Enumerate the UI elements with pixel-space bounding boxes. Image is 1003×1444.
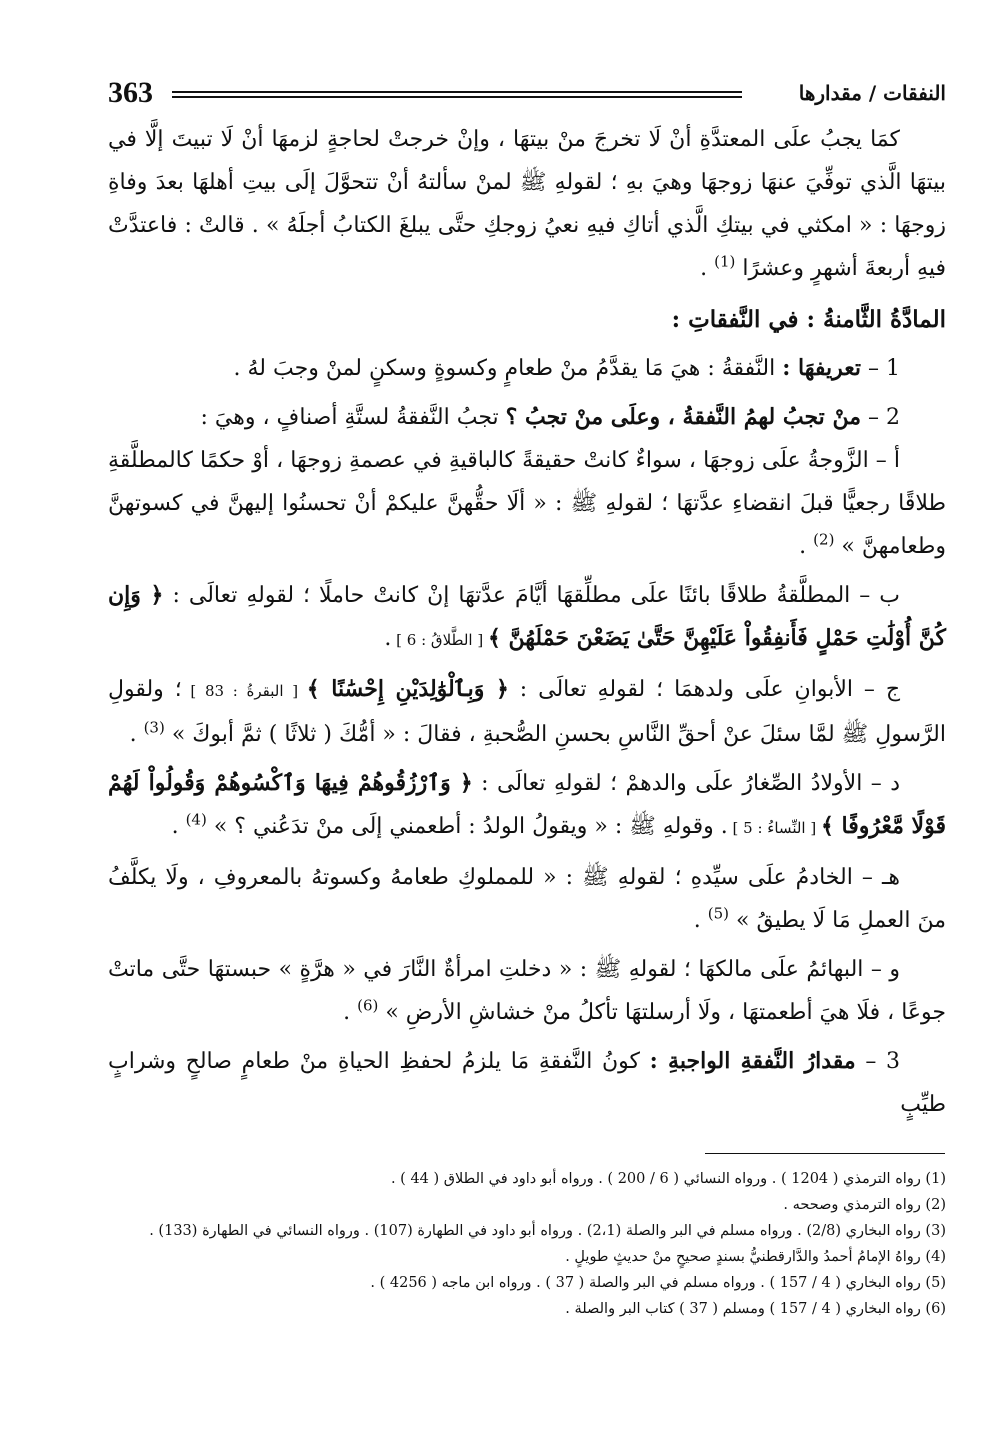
verse-ref-b: [ الطَّلاقُ : 6 ]	[391, 631, 488, 649]
footnote-separator	[705, 1153, 945, 1154]
footnote-marker-4: (4)	[185, 810, 207, 829]
footnote-marker-2: (2)	[813, 530, 835, 549]
main-text	[108, 118, 946, 1126]
footnote-marker-1: (1)	[714, 252, 736, 271]
subitem-a-text: أ – الزَّوجةُ علَى زوجهَا ، سواءٌ كانتْ حقيقةً كالباقيةِ في عصمةِ زوجهَا ، أوْ حكمًا كالمطلَّقةِ طلاقًا رجعيًّا قبلَ انقضاءِ عدَّتهَا ؛ لقولهِ ﷺ : « ألَا حقُّهنَّ عليكمْ أنْ تحسنُوا إليهنَّ في كسوتهنَّ وطعامهنَّ »	[108, 448, 947, 559]
item-1-text: النَّفقةُ : هيَ مَا يقدَّمُ منْ طعامٍ وكسوةٍ وسكنٍ لمنْ وجبَ لهُ .	[233, 356, 783, 381]
subitem-e-end: .	[693, 908, 708, 933]
subitem-e-text: هـ – الخادمُ علَى سيِّدهِ ؛ لقولهِ ﷺ : « للمملوكِ طعامهُ وكسوتهُ بالمعروفِ ، ولَا يكلَّفُ منَ العملِ مَا لَا يطيقُ »	[108, 865, 946, 933]
subitem-f-end: .	[343, 1000, 358, 1025]
subitem-f-text: و – البهائمُ علَى مالكهَا ؛ لقولهِ ﷺ : « دخلتِ امرأةٌ النَّارَ في « هرَّةٍ » حبستهَا حتَّى ماتتْ جوعًا ، فلَا هيَ أطعمتهَا ، ولَا أرسلتهَا تأكلُ منْ خشاشِ الأرضِ »	[108, 957, 946, 1025]
subitem-f	[108, 948, 946, 1034]
footnote-2: (2) رواه الترمذي وصححه .	[783, 1197, 946, 1213]
subitem-a	[108, 439, 946, 568]
subitem-d-text-2: . وقولهِ ﷺ : « ويقولُ الولدُ : أطعمني إلَى منْ تدَعُني ؟ »	[213, 814, 728, 839]
item-2-text: تجبُ النَّفقةُ لستَّةِ أصنافٍ ، وهيَ :	[200, 405, 506, 430]
paragraph-1-text: كمَا يجبُ علَى المعتدَّةِ أنْ لَا تخرجَ منْ بيتهَا ، وإنْ خرجتْ لحاجةٍ لزمهَا أنْ لَا تبيتَ إلَّا في بيتهَا الَّذي توفِّيَ عنهَا زوجهَا وهيَ بهِ ؛ لقولهِ ﷺ لمنْ سألتهُ أنْ تتحوَّلَ إلَى بيتِ أهلهَا بعدَ وفاةِ زوجهَا : « امكثي في بيتكِ الَّذي أتاكِ فيهِ نعيُ زوجكِ حتَّى يبلغَ الكتابُ أجلَهُ » . قالتْ : فاعتدَّتْ فيهِ أربعةَ أشهرٍ وعشرًا	[108, 127, 946, 281]
quran-verse-b: ﴿ وَإِن كُنَّ أُوْلَٰتِ حَمْلٍ فَأَنفِقُواْ عَلَيْهِنَّ حَتَّىٰ يَضَعْنَ حَمْلَهُنَّ ﴾	[108, 582, 946, 651]
subitem-c	[108, 668, 946, 756]
item-3-text: كونُ النَّفقةِ مَا يلزمُ لحفظِ الحياةِ منْ طعامٍ صالحٍ وشرابٍ طيِّبٍ	[108, 1049, 946, 1117]
header-double-rule	[172, 91, 742, 98]
footnote-marker-3: (3)	[143, 718, 165, 737]
verse-ref-d: [ النِّساءُ : 5 ]	[727, 819, 821, 837]
subitem-b-end: .	[384, 626, 392, 651]
paragraph-1-end: .	[700, 256, 715, 281]
footnote-marker-5: (5)	[707, 904, 730, 923]
subitem-a-end: .	[799, 534, 814, 559]
footnote-marker-6: (6)	[357, 996, 379, 1015]
running-title: النفقات / مقدارها	[798, 81, 946, 105]
item-2-number: 2 –	[861, 405, 900, 430]
item-3-title: مقدارُ النَّفقةِ الواجبةِ :	[649, 1048, 856, 1074]
item-2-title: منْ تجبُ لهمُ النَّفقةُ ، وعلَى منْ تجبُ ؟	[505, 404, 861, 430]
item-1	[108, 347, 946, 390]
item-3-number: 3 –	[855, 1049, 900, 1074]
subitem-b	[108, 574, 946, 662]
item-2	[108, 396, 946, 439]
subitem-d-end: .	[171, 814, 186, 839]
footnotes	[108, 1166, 946, 1322]
subitem-c-end: .	[129, 722, 144, 747]
page-number: 363	[108, 76, 153, 109]
quran-verse-d: ﴿ وَٱرْزُقُوهُمْ فِيهَا وَٱكْسُوهُمْ وَقُولُواْ لَهُمْ قَوْلًا مَّعْرُوفًا ﴾	[108, 770, 946, 839]
subitem-d-text: د – الأولادُ الصِّغارُ علَى والدهمْ ؛ لقولهِ تعالَى :	[472, 771, 901, 796]
paragraph-1	[108, 118, 946, 290]
footnote-1: (1) رواه الترمذي ( 1204 ) . ورواه النسائي ( 6 / 200 ) . ورواه أبو داود في الطلاق ( 44 ) .	[390, 1171, 946, 1187]
quran-verse-c: ﴿ وَبِٱلْوَٰلِدَيْنِ إِحْسَٰنًا ﴾	[306, 676, 509, 702]
subitem-d	[108, 762, 946, 850]
footnote-4: (4) رواهُ الإمامُ أحمدُ والدَّارقطنيُّ بسندٍ صحيحٍ منْ حديثٍ طويلٍ .	[565, 1249, 946, 1265]
item-1-title: تعريفهَا :	[782, 355, 861, 381]
footnote-6: (6) رواه البخاري ( 4 / 157 ) ومسلم ( 37 ) كتاب البر والصلة .	[565, 1301, 946, 1317]
subitem-c-text-2: ؛ ولقولِ الرَّسولِ ﷺ لمَّا سئلَ عنْ أحقِّ النَّاسِ بحسنِ الصُّحبةِ ، فقالَ : « أمُّكَ ( ثلاثًا ) ثمَّ أبوكَ »	[108, 677, 946, 747]
footnote-5: (5) رواه البخاري ( 4 / 157 ) . ورواه مسلم في البر والصلة ( 37 ) . ورواه ابن ماجه ( 4256 ) .	[370, 1275, 946, 1291]
section-heading: المادَّةُ الثَّامنةُ : في النَّفقاتِ :	[671, 306, 946, 333]
verse-ref-c: [ البقرةُ : 83 ]	[181, 682, 307, 700]
subitem-b-text: ب – المطلَّقةُ طلاقًا بائنًا علَى مطلِّقهَا أيَّامَ عدَّتهَا إنْ كانتْ حاملًا ؛ لقولهِ تعالَى :	[163, 583, 900, 608]
item-3	[108, 1040, 946, 1126]
footnote-3: (3) رواه البخاري (2/8) . ورواه مسلم في البر والصلة (2،1) . ورواه أبو داود في الطهارة (107) . ورواه النسائي في الطهارة (133) .	[149, 1223, 946, 1239]
subitem-e	[108, 856, 946, 942]
subitem-c-text: ج – الأبوانِ علَى ولدهمَا ؛ لقولهِ تعالَى :	[508, 677, 901, 702]
item-1-number: 1 –	[861, 356, 900, 381]
page-header	[108, 76, 946, 116]
